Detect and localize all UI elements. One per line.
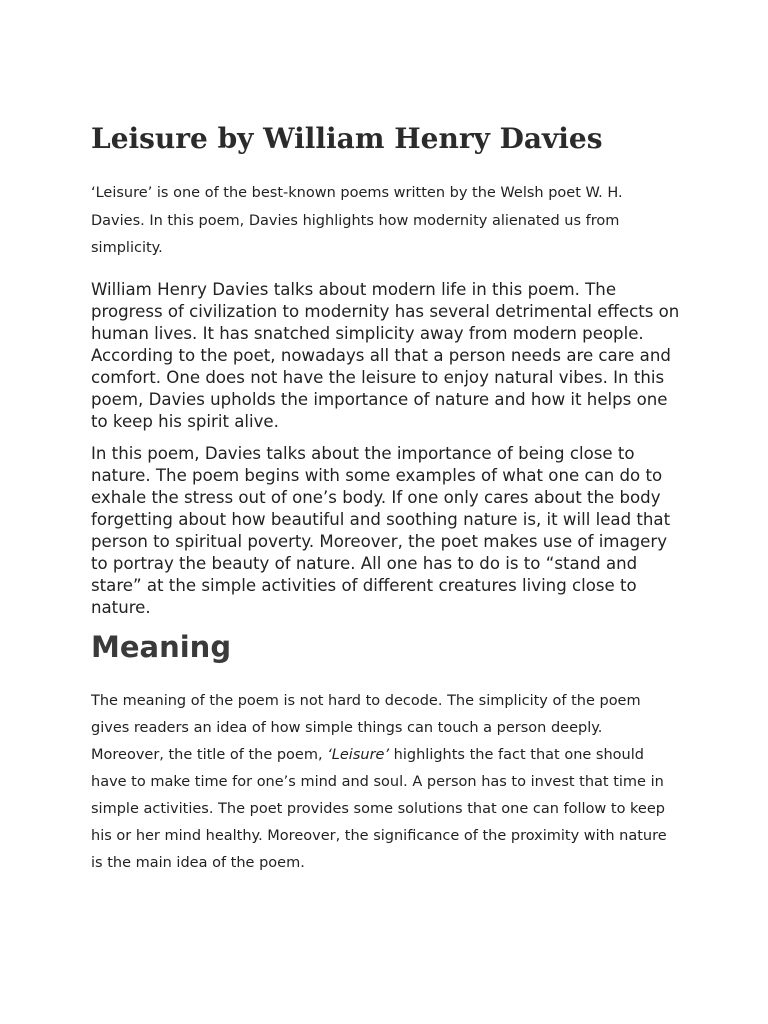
- body-paragraph-1: William Henry Davies talks about modern life in this poem. The progress of civilization to modernity has several detrimental effects on human lives. It has snatched simplicity away from modern people. According to the poet, nowadays all that a person needs are care and comfort. One does not have the leisure to enjoy natural vibes. In this poem, Davies upholds the importance of nature and how it helps one to keep his spirit alive.: [91, 280, 680, 431]
- meaning-text-start: The meaning of the poem is not hard to decode. The simplicity of the poem gives readers an idea of how simple things can touch a person deeply. Moreover, the title of the poem,: [91, 693, 641, 763]
- intro-paragraph: ‘Leisure’ is one of the best-known poems written by the Welsh poet W. H. Davies. In this poem, Davies highlights how modernity alienated us from simplicity.: [91, 185, 623, 256]
- page-title: Leisure by William Henry Davies: [91, 122, 603, 155]
- meaning-text-end: highlights the fact that one should have to make time for one’s mind and soul. A person has to invest that time in simple activities. The poet provides some solutions that one can follow to keep his or her mind healthy. Moreover, the significance of the proximity with nature is the main idea of the poem.: [91, 747, 667, 871]
- body-paragraph-2: In this poem, Davies talks about the importance of being close to nature. The poem begins with some examples of what one can do to exhale the stress out of one’s body. If one only cares about the body forgetting about how beautiful and soothing nature is, it will lead that person to spiritual poverty. Moreover, the poet makes use of imagery to portray the beauty of nature. All one has to do is to “stand and stare” at the simple activities of different creatures living close to nature.: [91, 444, 671, 617]
- meaning-italic-title: ‘Leisure’: [327, 747, 390, 763]
- meaning-paragraph: [91, 688, 677, 877]
- meaning-heading: Meaning: [91, 630, 232, 664]
